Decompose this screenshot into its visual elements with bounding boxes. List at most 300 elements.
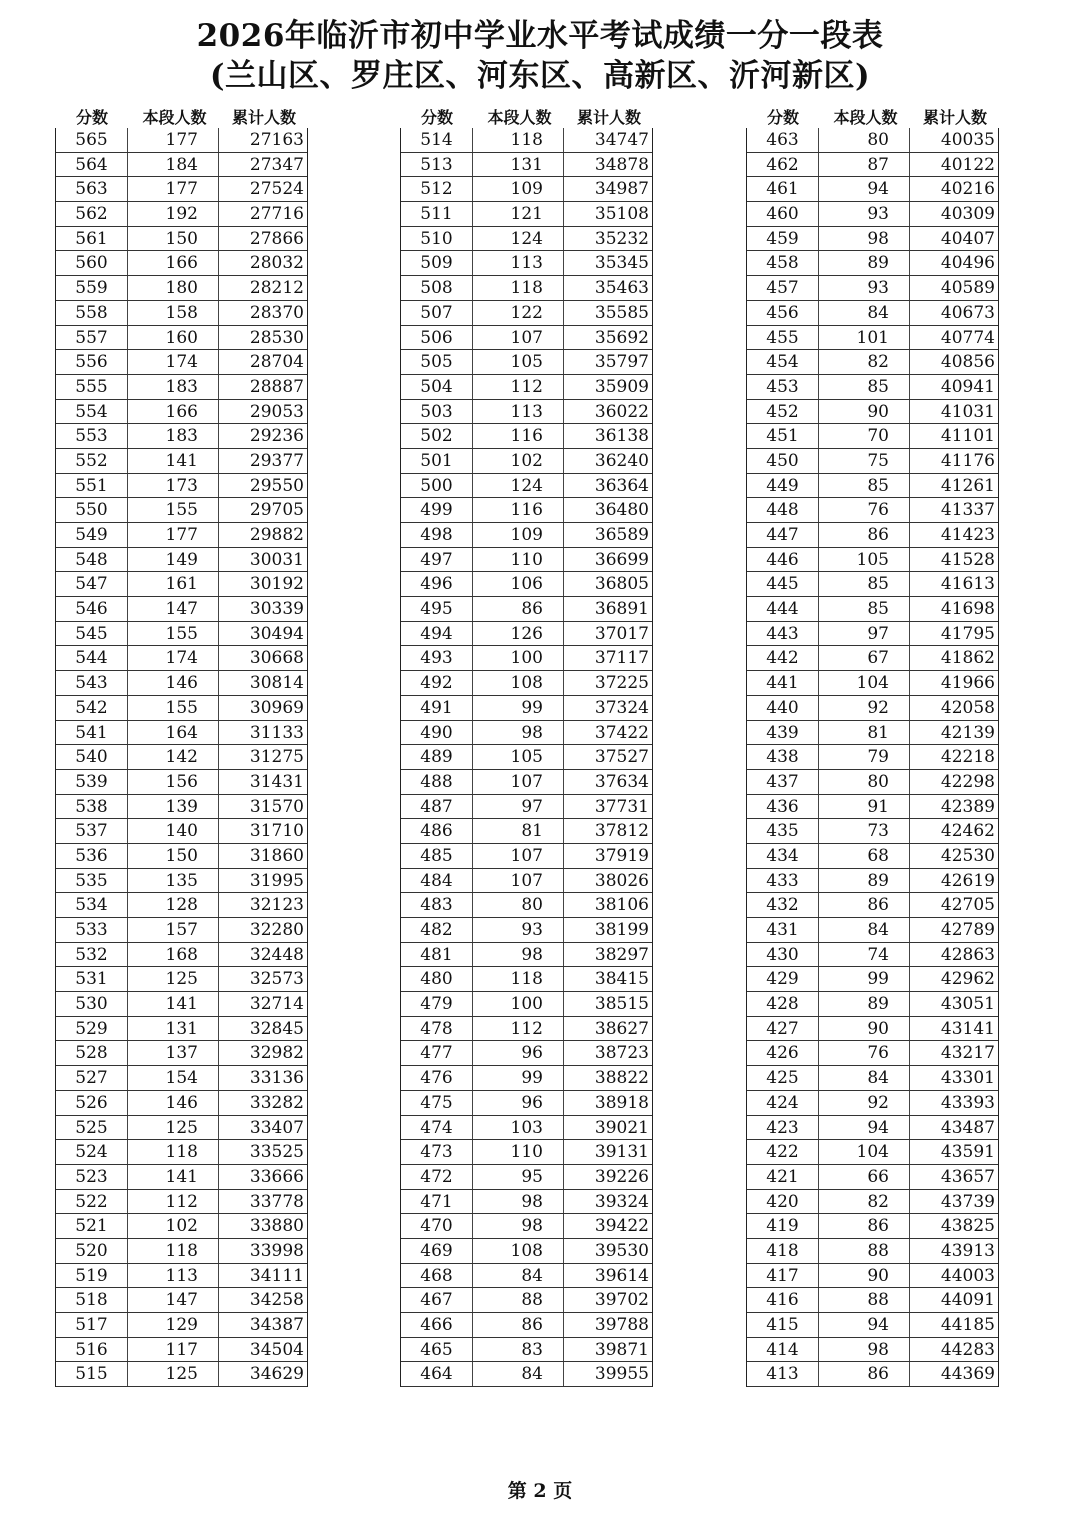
- score-cell: 499: [401, 498, 473, 522]
- score-cell: 413: [747, 1362, 819, 1386]
- table-row: [56, 893, 307, 918]
- segment-count-cell: 99: [473, 1066, 564, 1090]
- cumulative-count-cell: 39614: [594, 1265, 649, 1286]
- segment-count-cell: 180: [128, 276, 219, 300]
- table-row: [747, 251, 998, 276]
- score-cell: 564: [56, 153, 128, 177]
- cumulative-count-cell: 37812: [594, 821, 649, 842]
- table-row: [747, 548, 998, 573]
- score-cell: 538: [56, 795, 128, 819]
- table-row: [56, 1264, 307, 1289]
- score-cell: 521: [56, 1214, 128, 1238]
- cumulative-count-cell: 35345: [594, 253, 649, 274]
- segment-count-cell: 156: [128, 770, 219, 794]
- segment-count-cell: 81: [819, 721, 910, 745]
- segment-count-cell: 86: [473, 1313, 564, 1337]
- table-row: [401, 819, 652, 844]
- segment-count-cell: 155: [128, 498, 219, 522]
- table-header: [55, 104, 308, 128]
- score-cell: 516: [56, 1338, 128, 1362]
- table-header: [400, 104, 653, 128]
- cumulative-count-cell: 37017: [594, 623, 649, 644]
- score-cell: 427: [747, 1017, 819, 1041]
- score-cell: 526: [56, 1091, 128, 1115]
- cumulative-count-cell: 39530: [594, 1240, 649, 1261]
- table-row: [56, 523, 307, 548]
- cumulative-count-cell: 33880: [249, 1216, 304, 1237]
- table-row: [401, 548, 652, 573]
- segment-count-cell: 104: [819, 1140, 910, 1164]
- score-cell: 512: [401, 177, 473, 201]
- cumulative-count-cell: 34747: [594, 130, 649, 150]
- table-row: [747, 918, 998, 943]
- score-cell: 453: [747, 375, 819, 399]
- score-cell: 547: [56, 572, 128, 596]
- segment-count-cell: 112: [128, 1190, 219, 1214]
- cumulative-count-cell: 31860: [249, 845, 304, 866]
- segment-count-cell: 80: [819, 770, 910, 794]
- score-cell: 418: [747, 1239, 819, 1263]
- cumulative-count-cell: 44283: [940, 1339, 995, 1360]
- cumulative-count-cell: 37324: [594, 697, 649, 718]
- score-cell: 559: [56, 276, 128, 300]
- table-row: [747, 597, 998, 622]
- segment-count-cell: 128: [128, 893, 219, 917]
- table-row: [56, 770, 307, 795]
- cumulative-count-cell: 35692: [594, 327, 649, 348]
- segment-count-cell: 84: [473, 1264, 564, 1288]
- score-cell: 545: [56, 622, 128, 646]
- segment-count-cell: 102: [473, 449, 564, 473]
- score-cell: 458: [747, 251, 819, 275]
- table-row: [56, 1214, 307, 1239]
- score-cell: 506: [401, 326, 473, 350]
- segment-count-cell: 183: [128, 375, 219, 399]
- cumulative-count-cell: 43051: [940, 994, 995, 1015]
- cumulative-count-cell: 28212: [249, 278, 304, 299]
- cumulative-count-cell: 34878: [594, 154, 649, 175]
- cumulative-count-cell: 40309: [940, 204, 995, 225]
- table-row: [401, 350, 652, 375]
- score-cell: 541: [56, 721, 128, 745]
- segment-count-cell: 84: [819, 301, 910, 325]
- segment-count-cell: 141: [128, 449, 219, 473]
- segment-count-cell: 84: [473, 1362, 564, 1386]
- score-cell: 549: [56, 523, 128, 547]
- segment-count-cell: 103: [473, 1116, 564, 1140]
- table-row: [401, 153, 652, 178]
- segment-count-cell: 183: [128, 424, 219, 448]
- cumulative-count-cell: 43217: [940, 1043, 995, 1064]
- header-segment-count: 本段人数: [487, 107, 552, 127]
- score-cell: 527: [56, 1066, 128, 1090]
- table-row: [401, 1264, 652, 1289]
- cumulative-count-cell: 31431: [249, 771, 304, 792]
- segment-count-cell: 154: [128, 1066, 219, 1090]
- cumulative-count-cell: 38199: [594, 920, 649, 940]
- score-cell: 528: [56, 1041, 128, 1065]
- segment-count-cell: 112: [473, 375, 564, 399]
- segment-count-cell: 81: [473, 819, 564, 843]
- score-cell: 422: [747, 1140, 819, 1164]
- score-cell: 543: [56, 671, 128, 695]
- table-row: [56, 350, 307, 375]
- table-row: [747, 943, 998, 968]
- table-row: [401, 449, 652, 474]
- cumulative-count-cell: 33998: [249, 1240, 304, 1261]
- cumulative-count-cell: 30031: [249, 549, 304, 570]
- score-cell: 515: [56, 1362, 128, 1386]
- score-cell: 457: [747, 276, 819, 300]
- score-cell: 524: [56, 1140, 128, 1164]
- score-cell: 472: [401, 1165, 473, 1189]
- score-cell: 523: [56, 1165, 128, 1189]
- cumulative-count-cell: 41101: [940, 426, 995, 447]
- table-row: [747, 1066, 998, 1091]
- segment-count-cell: 147: [128, 597, 219, 621]
- segment-count-cell: 88: [819, 1288, 910, 1312]
- cumulative-count-cell: 30192: [249, 574, 304, 595]
- table-row: [747, 1214, 998, 1239]
- table-row: [747, 177, 998, 202]
- score-cell: 563: [56, 177, 128, 201]
- cumulative-count-cell: 40673: [940, 302, 995, 323]
- table-row: [56, 1239, 307, 1264]
- segment-count-cell: 160: [128, 326, 219, 350]
- cumulative-count-cell: 37225: [594, 673, 649, 694]
- cumulative-count-cell: 27866: [249, 228, 304, 249]
- table-row: [56, 1091, 307, 1116]
- score-cell: 475: [401, 1091, 473, 1115]
- score-cell: 565: [56, 128, 128, 152]
- table-row: [747, 721, 998, 746]
- segment-count-cell: 105: [473, 350, 564, 374]
- score-cell: 428: [747, 992, 819, 1016]
- table-row: [401, 572, 652, 597]
- score-cell: 522: [56, 1190, 128, 1214]
- table-row: [56, 153, 307, 178]
- table-row: [401, 1041, 652, 1066]
- score-cell: 482: [401, 918, 473, 942]
- table-row: [401, 1362, 652, 1387]
- segment-count-cell: 93: [473, 918, 564, 942]
- cumulative-count-cell: 38822: [594, 1068, 649, 1089]
- score-cell: 497: [401, 548, 473, 572]
- segment-count-cell: 86: [819, 523, 910, 547]
- segment-count-cell: 67: [819, 646, 910, 670]
- score-cell: 537: [56, 819, 128, 843]
- header-score: 分数: [75, 107, 108, 127]
- table-row: [401, 597, 652, 622]
- score-cell: 542: [56, 696, 128, 720]
- segment-count-cell: 91: [819, 795, 910, 819]
- header-score: 分数: [420, 107, 453, 127]
- segment-count-cell: 166: [128, 400, 219, 424]
- segment-count-cell: 86: [819, 1214, 910, 1238]
- cumulative-count-cell: 38026: [594, 870, 649, 891]
- score-cell: 436: [747, 795, 819, 819]
- cumulative-count-cell: 31133: [249, 722, 304, 743]
- table-row: [56, 128, 307, 153]
- cumulative-count-cell: 30814: [249, 673, 304, 694]
- cumulative-count-cell: 33407: [249, 1117, 304, 1138]
- table-row: [747, 1313, 998, 1338]
- segment-count-cell: 184: [128, 153, 219, 177]
- score-cell: 420: [747, 1190, 819, 1214]
- segment-count-cell: 92: [819, 696, 910, 720]
- segment-count-cell: 84: [819, 918, 910, 942]
- table-row: [56, 918, 307, 943]
- score-cell: 560: [56, 251, 128, 275]
- cumulative-count-cell: 32448: [249, 944, 304, 965]
- cumulative-count-cell: 43487: [940, 1117, 995, 1138]
- segment-count-cell: 86: [819, 893, 910, 917]
- header-cumulative-count: 累计人数: [576, 107, 641, 127]
- table-row: [401, 1214, 652, 1239]
- table-row: [747, 1091, 998, 1116]
- segment-count-cell: 101: [819, 326, 910, 350]
- cumulative-count-cell: 36480: [594, 500, 649, 521]
- table-row: [401, 696, 652, 721]
- score-cell: 467: [401, 1288, 473, 1312]
- cumulative-count-cell: 39871: [594, 1339, 649, 1360]
- cumulative-count-cell: 35232: [594, 228, 649, 249]
- segment-count-cell: 117: [128, 1338, 219, 1362]
- segment-count-cell: 113: [473, 400, 564, 424]
- score-cell: 444: [747, 597, 819, 621]
- cumulative-count-cell: 42462: [940, 821, 995, 842]
- table-row: [401, 1288, 652, 1313]
- score-cell: 489: [401, 745, 473, 769]
- cumulative-count-cell: 43657: [940, 1166, 995, 1187]
- score-cell: 557: [56, 326, 128, 350]
- table-row: [56, 1288, 307, 1313]
- score-cell: 449: [747, 474, 819, 498]
- cumulative-count-cell: 36364: [594, 475, 649, 496]
- cumulative-count-cell: 28530: [249, 327, 304, 348]
- table-row: [56, 869, 307, 894]
- table-row: [747, 474, 998, 499]
- table-row: [401, 202, 652, 227]
- table-row: [56, 572, 307, 597]
- segment-count-cell: 90: [819, 1017, 910, 1041]
- score-cell: 501: [401, 449, 473, 473]
- score-cell: 424: [747, 1091, 819, 1115]
- score-cell: 551: [56, 474, 128, 498]
- table-row: [56, 1041, 307, 1066]
- segment-count-cell: 174: [128, 350, 219, 374]
- score-cell: 469: [401, 1239, 473, 1263]
- cumulative-count-cell: 39021: [594, 1117, 649, 1138]
- page-title: 2026年临沂市初中学业水平考试成绩一分一段表: [196, 18, 884, 54]
- table-row: [401, 1091, 652, 1116]
- cumulative-count-cell: 41176: [940, 450, 995, 471]
- score-cell: 416: [747, 1288, 819, 1312]
- score-cell: 426: [747, 1041, 819, 1065]
- table-row: [56, 375, 307, 400]
- table-row: [56, 202, 307, 227]
- segment-count-cell: 76: [819, 1041, 910, 1065]
- cumulative-count-cell: 39324: [594, 1191, 649, 1212]
- cumulative-count-cell: 38515: [594, 994, 649, 1015]
- table-row: [56, 819, 307, 844]
- table-row: [401, 869, 652, 894]
- score-cell: 518: [56, 1288, 128, 1312]
- score-cell: 448: [747, 498, 819, 522]
- score-cell: 496: [401, 572, 473, 596]
- cumulative-count-cell: 28704: [249, 352, 304, 373]
- cumulative-count-cell: 44003: [940, 1265, 995, 1286]
- table-row: [747, 424, 998, 449]
- score-cell: 490: [401, 721, 473, 745]
- table-row: [401, 128, 652, 153]
- table-row: [401, 1239, 652, 1264]
- score-cell: 435: [747, 819, 819, 843]
- score-cell: 468: [401, 1264, 473, 1288]
- table-row: [747, 326, 998, 351]
- table-row: [401, 1066, 652, 1091]
- table-body: [400, 128, 653, 1387]
- score-cell: 431: [747, 918, 819, 942]
- table-row: [747, 375, 998, 400]
- table-row: [401, 770, 652, 795]
- score-cell: 529: [56, 1017, 128, 1041]
- segment-count-cell: 139: [128, 795, 219, 819]
- cumulative-count-cell: 27347: [249, 154, 304, 175]
- score-cell: 443: [747, 622, 819, 646]
- table-row: [401, 721, 652, 746]
- segment-count-cell: 110: [473, 1140, 564, 1164]
- cumulative-count-cell: 42058: [940, 697, 995, 718]
- score-cell: 505: [401, 350, 473, 374]
- cumulative-count-cell: 38627: [594, 1018, 649, 1039]
- segment-count-cell: 85: [819, 597, 910, 621]
- segment-count-cell: 129: [128, 1313, 219, 1337]
- segment-count-cell: 121: [473, 202, 564, 226]
- segment-count-cell: 93: [819, 276, 910, 300]
- table-row: [747, 572, 998, 597]
- table-row: [56, 326, 307, 351]
- table-row: [56, 177, 307, 202]
- cumulative-count-cell: 40856: [940, 352, 995, 373]
- segment-count-cell: 97: [473, 795, 564, 819]
- segment-count-cell: 89: [819, 869, 910, 893]
- cumulative-count-cell: 35585: [594, 302, 649, 323]
- score-cell: 531: [56, 967, 128, 991]
- segment-count-cell: 97: [819, 622, 910, 646]
- score-cell: 476: [401, 1066, 473, 1090]
- cumulative-count-cell: 37422: [594, 722, 649, 743]
- cumulative-count-cell: 36589: [594, 525, 649, 545]
- segment-count-cell: 118: [473, 967, 564, 991]
- cumulative-count-cell: 30969: [249, 697, 304, 718]
- cumulative-count-cell: 39788: [594, 1315, 649, 1335]
- cumulative-count-cell: 29882: [249, 525, 304, 545]
- cumulative-count-cell: 42962: [940, 969, 995, 990]
- segment-count-cell: 99: [473, 696, 564, 720]
- table-row: [747, 202, 998, 227]
- score-cell: 498: [401, 523, 473, 547]
- segment-count-cell: 155: [128, 622, 219, 646]
- segment-count-cell: 88: [819, 1239, 910, 1263]
- table-row: [747, 128, 998, 153]
- cumulative-count-cell: 37527: [594, 747, 649, 768]
- score-cell: 532: [56, 943, 128, 967]
- table-row: [401, 375, 652, 400]
- score-cell: 504: [401, 375, 473, 399]
- segment-count-cell: 124: [473, 474, 564, 498]
- score-cell: 492: [401, 671, 473, 695]
- cumulative-count-cell: 44185: [940, 1315, 995, 1335]
- page-subtitle: (兰山区、罗庄区、河东区、高新区、沂河新区): [209, 58, 871, 94]
- segment-count-cell: 158: [128, 301, 219, 325]
- cumulative-count-cell: 30668: [249, 648, 304, 669]
- score-cell: 465: [401, 1338, 473, 1362]
- cumulative-count-cell: 40122: [940, 154, 995, 175]
- table-row: [401, 177, 652, 202]
- segment-count-cell: 168: [128, 943, 219, 967]
- table-row: [401, 844, 652, 869]
- score-cell: 548: [56, 548, 128, 572]
- table-row: [747, 893, 998, 918]
- table-row: [747, 153, 998, 178]
- segment-count-cell: 118: [128, 1140, 219, 1164]
- segment-count-cell: 82: [819, 1190, 910, 1214]
- segment-count-cell: 177: [128, 523, 219, 547]
- score-cell: 553: [56, 424, 128, 448]
- cumulative-count-cell: 34387: [249, 1315, 304, 1335]
- table-row: [401, 745, 652, 770]
- table-row: [56, 474, 307, 499]
- table-row: [56, 671, 307, 696]
- segment-count-cell: 124: [473, 227, 564, 251]
- score-cell: 437: [747, 770, 819, 794]
- cumulative-count-cell: 29550: [249, 475, 304, 496]
- segment-count-cell: 141: [128, 992, 219, 1016]
- table-row: [401, 943, 652, 968]
- cumulative-count-cell: 29377: [249, 450, 304, 471]
- cumulative-count-cell: 42139: [940, 722, 995, 743]
- segment-count-cell: 107: [473, 869, 564, 893]
- segment-count-cell: 164: [128, 721, 219, 745]
- cumulative-count-cell: 32573: [249, 969, 304, 990]
- score-cell: 415: [747, 1313, 819, 1337]
- cumulative-count-cell: 40589: [940, 278, 995, 299]
- cumulative-count-cell: 30339: [249, 599, 304, 620]
- cumulative-count-cell: 36805: [594, 574, 649, 595]
- table-row: [747, 1116, 998, 1141]
- table-row: [747, 1041, 998, 1066]
- table-row: [56, 721, 307, 746]
- score-cell: 510: [401, 227, 473, 251]
- header-cumulative-count: 累计人数: [231, 107, 296, 127]
- score-cell: 462: [747, 153, 819, 177]
- score-cell: 481: [401, 943, 473, 967]
- segment-count-cell: 76: [819, 498, 910, 522]
- segment-count-cell: 85: [819, 474, 910, 498]
- segment-count-cell: 125: [128, 1116, 219, 1140]
- table-row: [747, 869, 998, 894]
- table-row: [56, 1140, 307, 1165]
- table-row: [747, 1338, 998, 1363]
- table-row: [401, 400, 652, 425]
- segment-count-cell: 107: [473, 844, 564, 868]
- table-row: [747, 1165, 998, 1190]
- table-row: [747, 646, 998, 671]
- segment-count-cell: 86: [473, 597, 564, 621]
- segment-count-cell: 82: [819, 350, 910, 374]
- segment-count-cell: 109: [473, 177, 564, 201]
